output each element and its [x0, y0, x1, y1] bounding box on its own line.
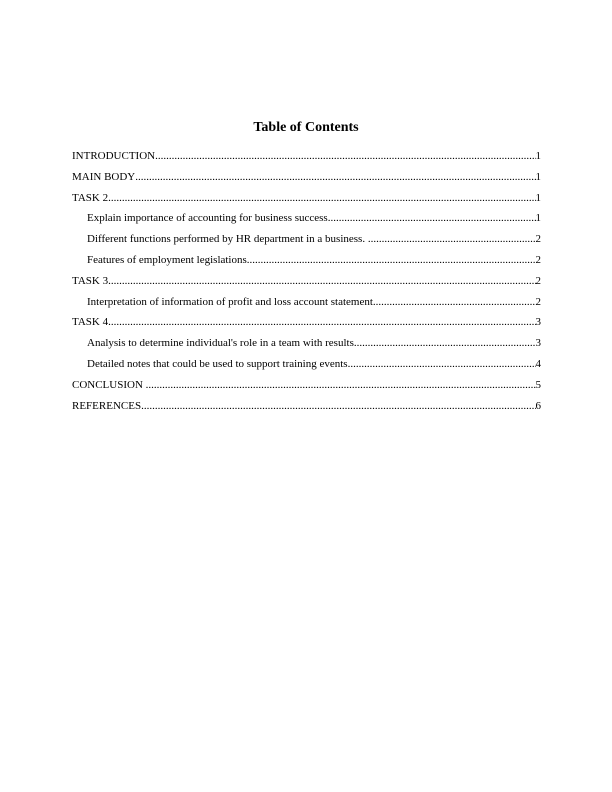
toc-page-number: 3	[535, 337, 541, 350]
toc-entry-profit-loss[interactable]	[72, 295, 541, 316]
toc-leader-dots	[354, 336, 536, 350]
toc-entry-text: Explain importance of accounting for business success.	[87, 212, 331, 225]
toc-leader-dots	[330, 211, 535, 225]
toc-page-number: 3	[535, 316, 541, 329]
toc-entry-hr-functions[interactable]	[72, 232, 541, 253]
toc-entry-task-2[interactable]	[72, 191, 541, 212]
toc-entry-conclusion[interactable]	[72, 378, 541, 399]
toc-entry-accounting-importance[interactable]	[72, 211, 541, 232]
toc-entry-employment-legislations[interactable]	[72, 253, 541, 274]
toc-title: Table of Contents	[253, 120, 359, 135]
toc-leader-dots	[373, 295, 536, 309]
toc-entry-task-3[interactable]	[72, 274, 541, 295]
toc-entry-training-notes[interactable]	[72, 357, 541, 378]
toc-page-number: 1	[535, 191, 541, 204]
toc-page-number: 2	[535, 253, 541, 266]
toc-entry-introduction[interactable]	[72, 149, 541, 170]
toc-page-number: 2	[535, 295, 541, 308]
toc-page-number: 5	[535, 378, 541, 391]
toc-entry-text: TASK 2	[72, 191, 109, 204]
toc-page-number: 2	[535, 274, 541, 287]
toc-leader-dots	[146, 378, 536, 392]
toc-leader-dots	[135, 170, 535, 184]
toc-leader-dots	[108, 274, 535, 288]
toc-page-number: 1	[535, 150, 541, 162]
toc-page-number: 2	[535, 233, 541, 246]
toc-entry-text: TASK 3	[72, 274, 109, 287]
toc-entry-text: Different functions performed by HR department in a business.	[87, 233, 368, 246]
toc-entry-text: Analysis to determine individual's role in a team with results	[87, 337, 354, 350]
toc-page-number: 1	[535, 212, 541, 225]
toc-entry-text: MAIN BODY	[72, 170, 136, 183]
toc-entry-text: TASK 4	[72, 316, 109, 329]
toc-entry-text: INTRODUCTION	[72, 150, 156, 162]
toc-entry-team-role-analysis[interactable]	[72, 336, 541, 357]
toc-page-number: 4	[535, 357, 541, 370]
toc-leader-dots	[108, 191, 535, 205]
toc-entry-text: Detailed notes that could be used to support training events	[87, 357, 348, 370]
toc-page-number: 1	[535, 170, 541, 183]
toc-entry-main-body[interactable]	[72, 170, 541, 191]
toc-entry-references[interactable]	[72, 399, 541, 420]
toc-leader-dots	[368, 232, 536, 246]
toc-leader-dots	[247, 253, 536, 267]
toc-leader-dots	[141, 399, 535, 413]
toc-list	[72, 149, 541, 419]
toc-entry-text: CONCLUSION	[72, 378, 146, 391]
toc-entry-text: Features of employment legislations	[87, 253, 247, 266]
toc-entry-text: REFERENCES	[72, 399, 142, 412]
toc-page-number: 6	[535, 399, 541, 412]
toc-entry-task-4[interactable]	[72, 315, 541, 336]
toc-leader-dots	[155, 149, 535, 163]
toc-leader-dots	[108, 315, 535, 329]
toc-leader-dots	[348, 357, 536, 371]
toc-entry-text: Interpretation of information of profit and loss account statement	[87, 295, 373, 308]
